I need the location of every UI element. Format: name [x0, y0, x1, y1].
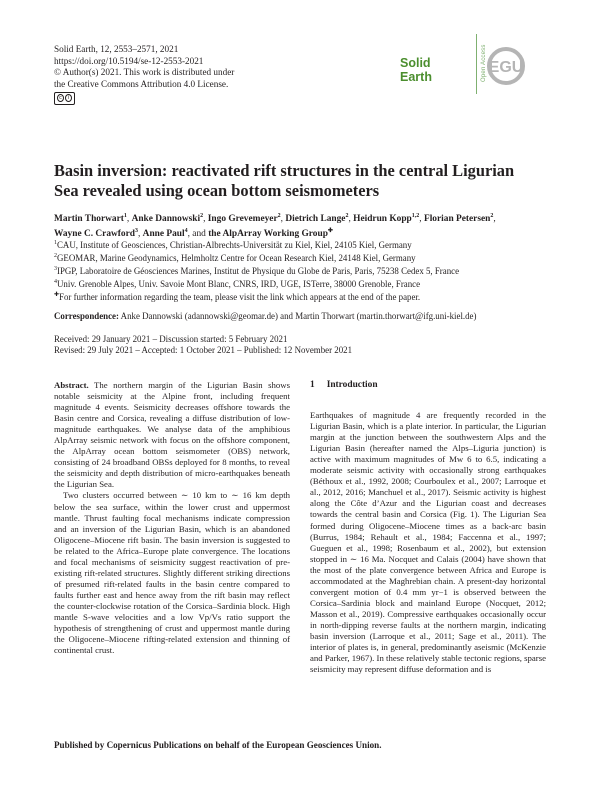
affiliation: $^2$GEOMAR, Marine Geodynamics, Helmholtz Centre for Ocean Research Kiel, 24148 Kiel, Germany: [54, 253, 416, 264]
journal-citation: Solid Earth, 12, 2553–2571, 2021: [54, 44, 179, 54]
license-line-1: © Author(s) 2021. This work is distributed under: [54, 67, 235, 78]
author: Anke Dannowski: [131, 214, 201, 225]
author: Heidrun Kopp: [353, 214, 412, 225]
introduction-column: [310, 380, 546, 675]
brand-divider: [476, 34, 477, 94]
abstract-column: [54, 380, 290, 656]
affiliation: $^3$IPGP, Laboratoire de Géosciences Marines, Institut de Physique du Globe de Paris, Paris, 75238 Cedex 5, France: [54, 266, 460, 277]
working-group: the AlpArray Working Group: [208, 229, 328, 240]
doi-link[interactable]: https://doi.org/10.5194/se-12-2553-2021: [54, 55, 204, 66]
affiliation: $^4$Univ. Grenoble Alpes, Univ. Savoie Mont Blanc, CNRS, IRD, UGE, ISTerre, 38000 Grenoble, France: [54, 279, 421, 290]
author: Anne Paul: [142, 229, 185, 240]
cc-by-badge-icon[interactable]: [54, 92, 75, 105]
author: Dietrich Lange: [285, 214, 346, 225]
section-title: Introduction: [326, 380, 378, 390]
affiliation: $^1$CAU, Institute of Geosciences, Christian-Albrechts-Universität zu Kiel, Kiel, 24105 Kiel, Germany: [54, 239, 412, 250]
author: Florian Petersen: [423, 214, 491, 225]
egu-logo-icon[interactable]: [486, 46, 546, 86]
affiliation: ✚For further information regarding the team, please visit the link which appears at the end of the paper.: [54, 292, 421, 303]
author: Martin Thorwart: [54, 214, 124, 225]
citation-block: [54, 44, 234, 105]
publication-dates: [54, 334, 554, 356]
correspondence-label: Correspondence:: [54, 311, 119, 321]
and-conjunction: and: [192, 229, 206, 240]
license-line-2: the Creative Commons Attribution 4.0 License.: [54, 78, 229, 89]
author: Wayne C. Crawford: [54, 229, 135, 240]
by-person-icon: i: [65, 94, 72, 102]
author-list: [54, 210, 554, 240]
egu-logo-text: EGU: [488, 59, 524, 76]
introduction-paragraph: Earthquakes of magnitude 4 are frequently recorded in the Ligurian Basin, which is a plate interior. In particular, the Ligurian margin at the junction between the southwestern Alps and the Ligurian Basin (hereafter named the Alps–Liguria junction) is active with maximum magnitudes of Mw 6 to 6.5, indicating a moderate seismic activity with occasionally strong earthquakes (Béthoux et al., 1992, 2008; Courboulex et al., 2007; Larroque et al., 2012, 2016; Manchuel et al., 2017). Seismic activity is highest along the Côte d’Azur and the Ligurian coast and decreases towards the central basin and Corsica (Fig. 1). The Ligurian Sea formed during Oligocene–Miocene times as a back-arc basin (Burrus, 1984; Rehault et al., 1984; Faccenna et al., 1997; Gueguen et al., 1998; Rosenbaum et al., 2002), but extension stopped in ∼ 16 Ma. Nocquet and Calais (2004) have shown that the most of the plate convergence between Africa and Europe is accommodated at the Maghrebian chain. A present-day horizontal convergent motion of 0.4 mm yr−1 is observed between the Corsica–Sardinia block and mainland Europe (Nocquet, 2012; Masson et al., 2019). Compressive earthquakes occasionally occur in north-dipping reverse faults at the northern margin, indicating basin inversion (Larroque et al., 2011; Sage et al., 2011). The interior of plates is, in general, predominantly aseismic (McKenzie and Parker, 1967). In these relatively stable tectonic regions, sparse seismicity may represent diffuse deformation and is: [310, 410, 546, 675]
author: Ingo Grevemeyer: [207, 214, 278, 225]
abstract-paragraph-2: Two clusters occurred between ∼ 10 km to ∼ 16 km depth below the sea surface, within the lower crust and uppermost mantle. Thrust faulting focal mechanisms indicate compression and an inversion of the Ligurian Basin, which is an abandoned Oligocene–Miocene rift basin. The basin inversion is suggested to be related to the Africa–Europe plate convergence. The locations and focal mechanisms of seismicity suggest reactivation of pre-existing rift-related structures. Slightly different striking directions of presumed rift-related faults in the basin centre compared to faults further east and hence away from the rift basin may reflect the counter-clockwise rotation of the Corsica–Sardinia block. High mantle S-wave velocities and a low Vp/Vs ratio support the hypothesis of strengthening of crust and uppermost mantle during the Oligocene–Miocene rifting-related extension and thinning of continental crust.: [54, 490, 290, 656]
title-line-1: Basin inversion: reactivated rift structures in the central Ligurian: [54, 161, 515, 180]
section-heading: [310, 380, 546, 391]
open-access-label: Open Access: [481, 44, 487, 82]
team-plus-icon: ✚: [327, 228, 333, 235]
abstract-paragraph-1: Abstract. The northern margin of the Ligurian Basin shows notable seismicity at the Alpine front, including frequent magnitude 4 events. Seismicity decreases offshore towards the Basin centre and Corsica, revealing a diffuse distribution of low-magnitude earthquakes. We analyse data of the amphibious AlpArray seismic network with focus on the offshore component, the AlpArray ocean bottom seismometer (OBS) network, consisting of 24 broadband OBSs deployed for 8 months, to reveal the seismicity and depth distribution of micro-earthquakes beneath the Ligurian Sea.: [54, 380, 290, 490]
publisher-footer: Published by Copernicus Publications on behalf of the European Geosciences Union.: [54, 740, 382, 750]
author-line-1: Martin Thorwart$^1$, Anke Dannowski$^2$, Ingo Grevemeyer$^2$, Dietrich Lange$^2$, Heidrun Kopp$^{1,2}$, Florian Petersen$^2$,: [54, 213, 496, 225]
affiliations: [54, 238, 554, 303]
correspondence-text[interactable]: Anke Dannowski (adannowski@geomar.de) and Martin Thorwart (martin.thorwart@ifg.uni-kiel.de): [120, 311, 477, 321]
dates-line-1: Received: 29 January 2021 – Discussion started: 5 February 2021: [54, 334, 288, 344]
abstract-label: Abstract.: [54, 380, 89, 390]
title-line-2: Sea revealed using ocean bottom seismometers: [54, 181, 380, 200]
cc-icon: c: [57, 94, 64, 102]
dates-line-2: Revised: 29 July 2021 – Accepted: 1 October 2021 – Published: 12 November 2021: [54, 345, 353, 356]
correspondence: [54, 311, 554, 321]
section-number: 1: [310, 380, 315, 390]
journal-name[interactable]: Solid Earth: [400, 56, 432, 84]
paper-title: [54, 161, 544, 201]
author-line-2: Wayne C. Crawford$^3$, Anne Paul$^4$, and the AlpArray Working Group✚: [54, 228, 333, 240]
